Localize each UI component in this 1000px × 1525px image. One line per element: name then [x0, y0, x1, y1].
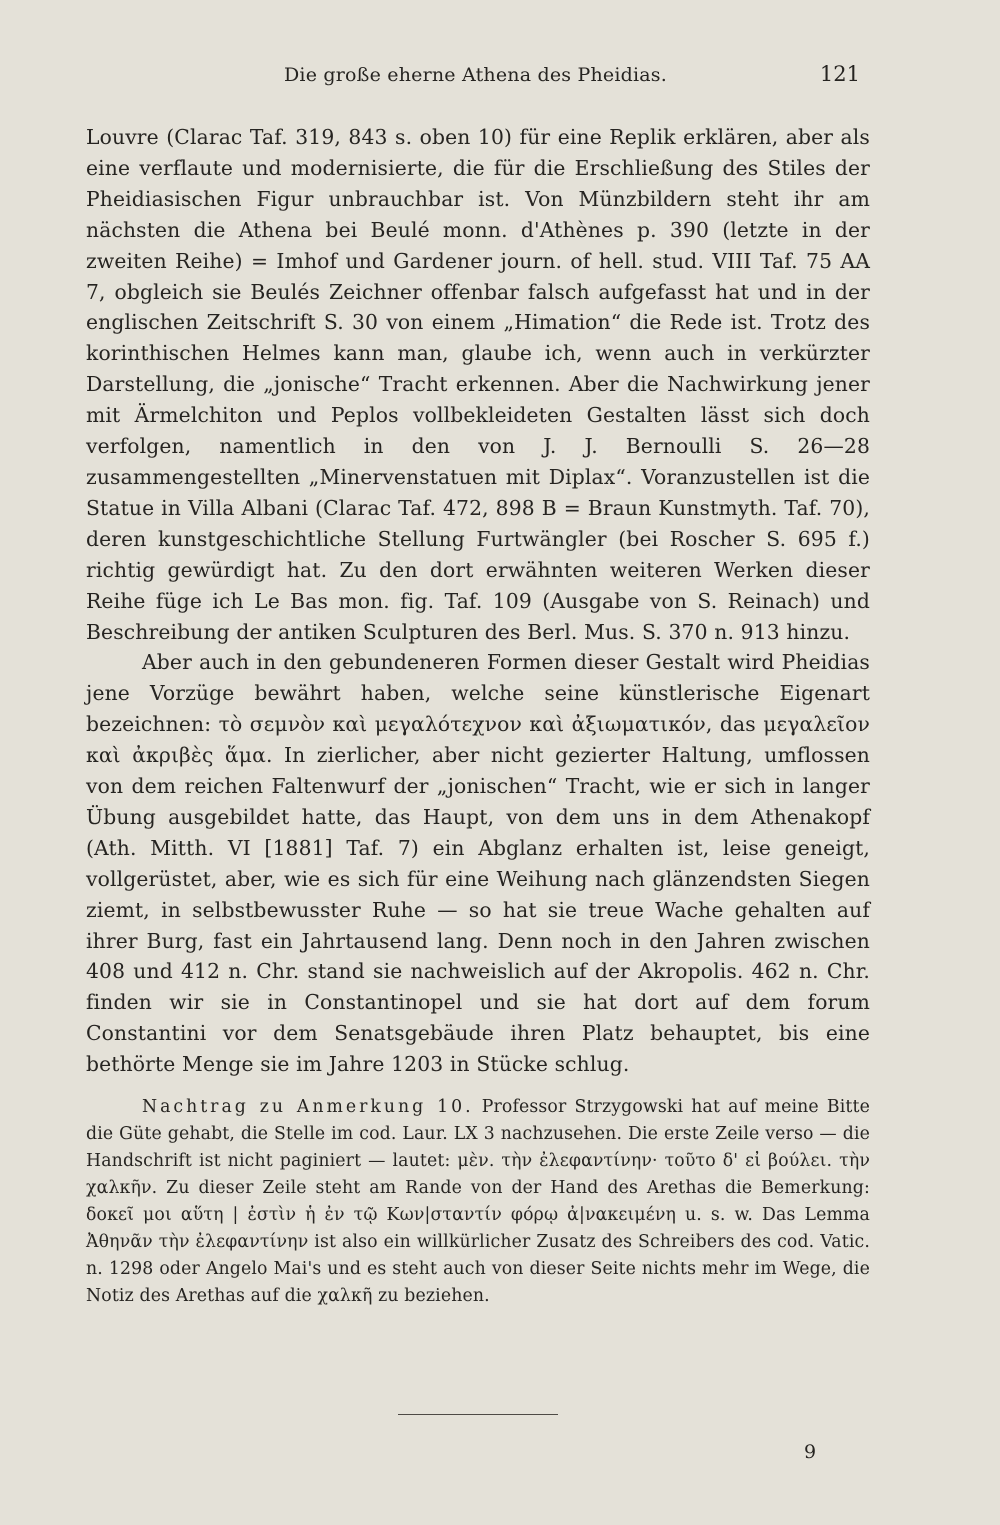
- footnote-text: Professor Strzygowski hat auf meine Bitte die Güte gehabt, die Stelle im cod. Laur. LX 3 nachzusehen. Die erste Zeile verso — die Handschrift ist nicht paginiert — lautet: μὲν. τὴν ἐλεφαντίνην· τοῦτο δ' εἰ βούλει. τὴν χαλκῆν. Zu dieser Zeile steht am Rande von der Hand des Arethas die Bemerkung: δοκεῖ μοι αὕτη | ἐστὶν ἡ ἐν τῷ Κων|σταντίν φόρῳ ἀ|νακειμένη u. s. w. Das Lemma Ἀθηνᾶν τὴν ἐλεφαντίνην ist also ein willkürlicher Zusatz des Schreibers des cod. Vatic. n. 1298 oder Angelo Mai's und es steht auch von dieser Seite nichts mehr im Wege, die Notiz des Arethas auf die χαλκῆ zu beziehen.: [86, 1097, 870, 1307]
- main-text: [86, 122, 870, 1310]
- running-title: Die große eherne Athena des Pheidias.: [284, 64, 667, 86]
- footnote-lead: Nachtrag zu Anmerkung 10.: [142, 1097, 474, 1118]
- signature-mark: 9: [803, 1441, 817, 1463]
- page-number: 121: [819, 62, 860, 86]
- footer-rule: [398, 1414, 558, 1415]
- footnote: [86, 1094, 870, 1310]
- running-head: [0, 62, 1000, 94]
- paragraph-2: Aber auch in den gebundeneren Formen dieser Gestalt wird Pheidias jene Vorzüge bewährt haben, welche seine künstlerische Eigenart bezeichnen: τὸ σεμνὸν καὶ μεγαλότεχνον καὶ ἀξιωματικόν, das μεγαλεῖον καὶ ἀκριβὲς ἅμα. In zierlicher, aber nicht gezierter Haltung, umflossen von dem reichen Faltenwurf der „jonischen“ Tracht, wie er sich in langer Übung ausgebildet hatte, das Haupt, von dem uns in dem Athenakopf (Ath. Mitth. VI [1881] Taf. 7) ein Abglanz erhalten ist, leise geneigt, vollgerüstet, aber, wie es sich für eine Weihung nach glänzendsten Siegen ziemt, in selbstbewusster Ruhe — so hat sie treue Wache gehalten auf ihrer Burg, fast ein Jahrtausend lang. Denn noch in den Jahren zwischen 408 und 412 n. Chr. stand sie nachweislich auf der Akropolis. 462 n. Chr. finden wir sie in Constantinopel und sie hat dort auf dem forum Constantini vor dem Senatsgebäude ihren Platz behauptet, bis eine bethörte Menge sie im Jahre 1203 in Stücke schlug.: [86, 650, 870, 1077]
- paragraph-1: Louvre (Clarac Taf. 319, 843 s. oben 10) für eine Replik erklären, aber als eine verflaute und modernisierte, die für die Erschließung des Stiles der Pheidiasischen Figur unbrauchbar ist. Von Münzbildern steht ihr am nächsten die Athena bei Beulé monn. d'Athènes p. 390 (letzte in der zweiten Reihe) = Imhof und Gardener journ. of hell. stud. VIII Taf. 75 AA 7, obgleich sie Beulés Zeichner offenbar falsch aufgefasst hat und in der englischen Zeitschrift S. 30 von einem „Himation“ die Rede ist. Trotz des korinthischen Helmes kann man, glaube ich, wenn auch in verkürzter Darstellung, die „jonische“ Tracht erkennen. Aber die Nachwirkung jener mit Ärmelchiton und Peplos vollbekleideten Gestalten lässt sich doch verfolgen, namentlich in den von J. J. Bernoulli S. 26—28 zusammengestellten „Minervenstatuen mit Diplax“. Voranzustellen ist die Statue in Villa Albani (Clarac Taf. 472, 898 B = Braun Kunstmyth. Taf. 70), deren kunstgeschichtliche Stellung Furtwängler (bei Roscher S. 695 f.) richtig gewürdigt hat. Zu den dort erwähnten weiteren Werken dieser Reihe füge ich Le Bas mon. fig. Taf. 109 (Ausgabe von S. Reinach) und Beschreibung der antiken Sculpturen des Berl. Mus. S. 370 n. 913 hinzu.: [86, 125, 870, 644]
